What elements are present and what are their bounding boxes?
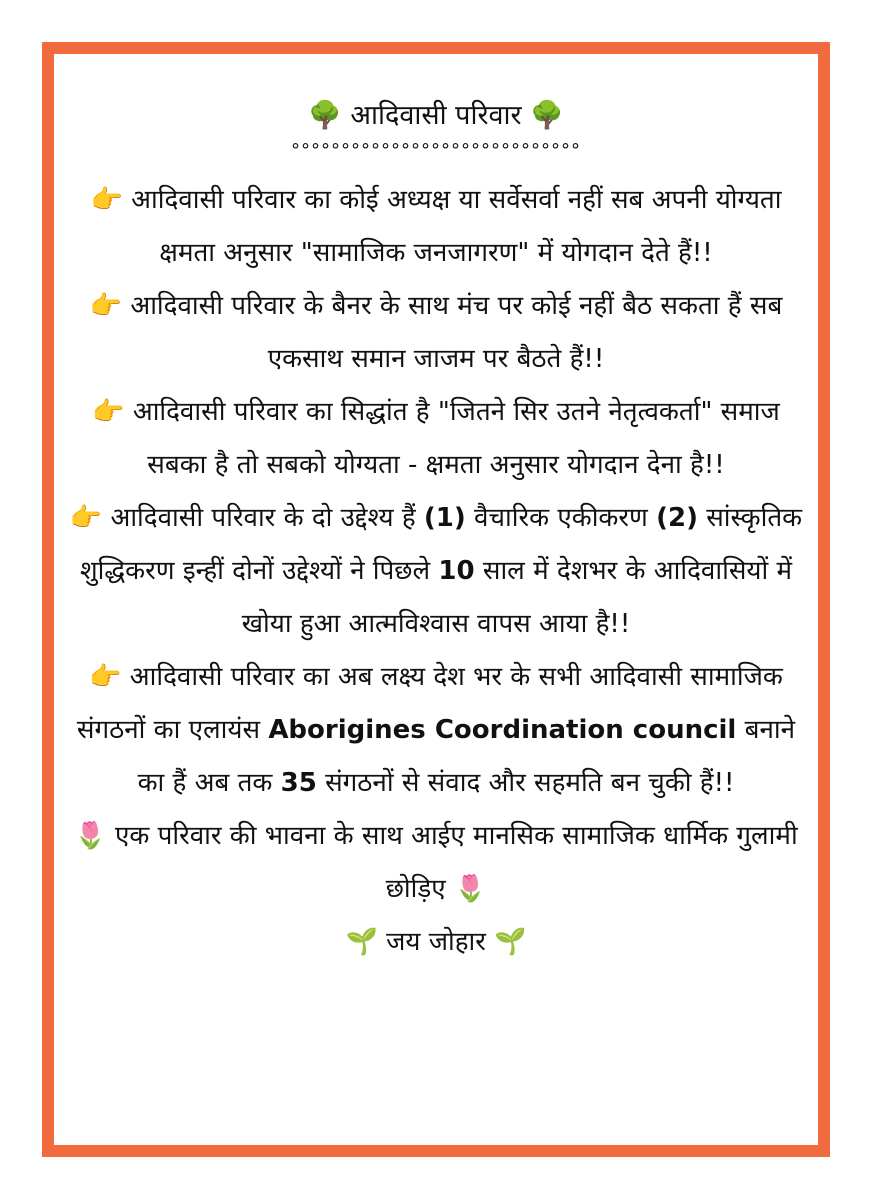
poster-title-line	[54, 96, 818, 136]
seedling-icon: 🌱	[494, 927, 527, 957]
poster-title: आदिवासी परिवार	[350, 100, 522, 131]
point-bold: (1)	[423, 503, 466, 533]
pointing-hand-icon: 👉	[89, 662, 122, 692]
point-text: संगठनों से संवाद और सहमति बन चुकी हैं!!	[316, 768, 735, 798]
closing-text: एक परिवार की भावना के साथ आईए मानसिक सामाजिक धार्मिक गुलामी छोड़िए	[114, 821, 798, 904]
seedling-icon: 🌱	[345, 927, 378, 957]
point-bold: 35	[280, 768, 317, 798]
point-text: सांस्कृतिक शुद्धिकरण इन्हीं दोनों उद्देश्यों ने पिछले	[79, 503, 803, 586]
point-bold: Aborigines Coordination council	[268, 715, 737, 745]
point-text: वैचारिक एकीकरण	[465, 503, 657, 533]
point-bold: 10	[438, 556, 475, 586]
point-1	[54, 174, 818, 280]
footer-line	[54, 916, 818, 969]
point-3	[54, 386, 818, 492]
point-text: साल में देशभर के आदिवासियों में खोया हुआ आत्मविश्वास वापस आया है!!	[241, 556, 793, 639]
pointing-hand-icon: 👉	[90, 185, 123, 215]
poster-content	[54, 96, 818, 969]
point-text: आदिवासी परिवार के बैनर के साथ मंच पर कोई नहीं बैठ सकता हैं सब एकसाथ समान जाजम पर बैठते हैं!!	[130, 291, 783, 374]
point-bold: (2)	[656, 503, 698, 533]
point-5	[54, 651, 818, 810]
pointing-hand-icon: 👉	[92, 397, 125, 427]
pointing-hand-icon: 👉	[89, 291, 123, 321]
point-text: बनाने का हैं अब तक	[137, 715, 796, 798]
closing-line	[54, 810, 818, 916]
point-text: आदिवासी परिवार के दो उद्देश्य हैं	[110, 503, 424, 533]
tree-icon: 🌳	[308, 100, 342, 131]
footer-text: जय जोहार	[386, 927, 486, 957]
point-4	[54, 492, 818, 651]
point-text: आदिवासी परिवार का अब लक्ष्य देश भर के सभी आदिवासी सामाजिक संगठनों का एलायंस	[76, 662, 783, 745]
point-2	[54, 280, 818, 386]
point-text: आदिवासी परिवार का कोई अध्यक्ष या सर्वेसर्वा नहीं सब अपनी योग्यता क्षमता अनुसार "सामाजिक जनजागरण" में योगदान देते हैं!!	[131, 185, 782, 268]
tulip-icon: 🌷	[74, 821, 107, 851]
tulip-icon: 🌷	[453, 874, 487, 904]
poster-frame	[42, 42, 830, 1157]
tree-icon: 🌳	[530, 100, 564, 131]
point-text: आदिवासी परिवार का सिद्धांत है "जितने सिर उतने नेतृत्वकर्ता" समाज सबका है तो सबको योग्यता - क्षमता अनुसार योगदान देना है!!	[132, 397, 780, 480]
pointing-hand-icon: 👉	[69, 503, 103, 533]
title-divider: °°°°°°°°°°°°°°°°°°°°°°°°°°°°°	[291, 140, 581, 161]
